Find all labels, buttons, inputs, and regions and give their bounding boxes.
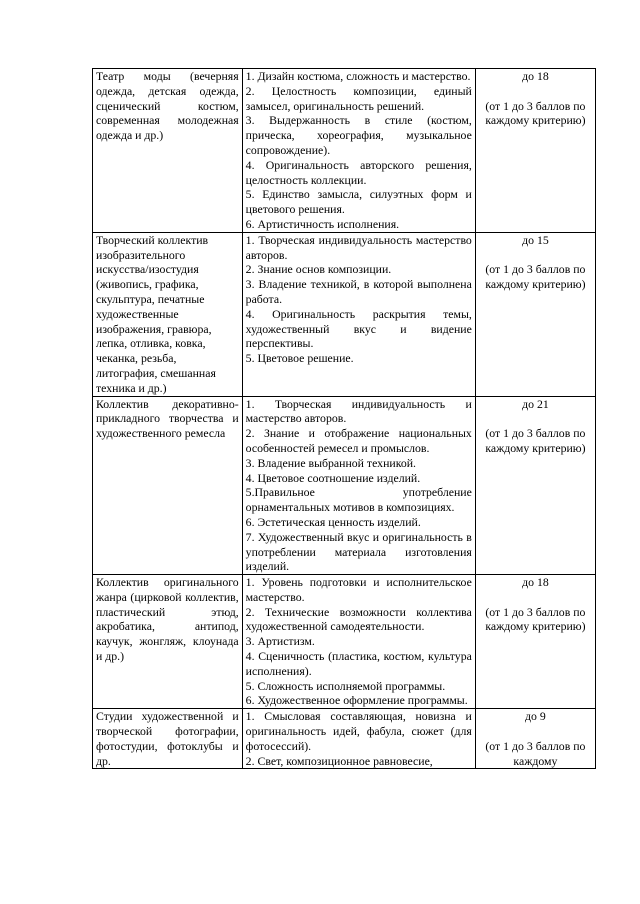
criteria-table-body [93,69,596,769]
criterion-item: 5. Единство замысла, силуэтных форм и цветового решения. [245,187,472,217]
criterion-item: 3. Владение техникой, в которой выполнена работа. [245,277,472,306]
criterion-item: 4. Оригинальность раскрытия темы, художественный вкус и видение перспективы. [245,306,472,351]
criterion-item: 5. Сложность исполняемой программы. [245,678,446,693]
criterion-item: 1. Творческая индивидуальность мастерство авторов. [245,232,472,262]
score-max: до 9 [525,709,546,724]
criterion-item: 5. Цветовое решение. [245,351,354,366]
criterion-item: 6. Артистичность исполнения. [245,216,400,231]
score-max: до 18 [522,69,549,83]
score-cell [475,396,595,575]
criterion-item: 4. Оригинальность авторского решения, целостность коллекции. [245,157,472,187]
criterion-item: 5.Правильное употребление орнаментальных мотивов в композициях. [245,485,472,515]
criteria-cell [242,575,475,709]
criterion-item: 3. Артистизм. [245,634,315,649]
criterion-item: 1. Смысловая составляющая, новизна и оригинальность идей, фабула, сюжет (для фотосессий). [245,709,472,753]
criterion-item: 2. Свет, композиционное равновесие, [245,753,433,768]
table-row [93,69,596,233]
criterion-item: 2. Целостность композиции, единый замысел, оригинальность решений. [245,83,472,113]
criteria-cell [242,69,475,233]
criteria-cell [242,232,475,396]
table-row [93,232,596,396]
score-note: (от 1 до 3 баллов по каждому критерию) [485,262,586,292]
criterion-item: 1. Творческая индивидуальность и мастерство авторов. [245,396,472,426]
score-max: до 18 [522,575,549,590]
criterion-item: 6. Эстетическая ценность изделий. [245,514,421,529]
score-cell [475,709,595,769]
score-max: до 15 [522,232,549,247]
criterion-item: 7. Художественный вкус и оригинальность в употреблении материала изготовления изделий. [245,529,472,574]
criterion-item: 1. Уровень подготовки и исполнительское мастерство. [245,575,472,604]
criterion-item: 2. Знание основ композиции. [245,262,392,277]
criteria-table [92,68,596,769]
criterion-item: 3. Владение выбранной техникой. [245,455,416,470]
nomination-cell: Творческий коллектив изобразительного искусства/изостудия (живопись, графика, скульптура, печатные художественные изображения, гравюра, лепка, отливка, ковка, чеканка, резьба, литография, смешанная техника и др.) [93,232,243,396]
criterion-item: 4. Цветовое соотношение изделий. [245,470,421,485]
nomination-cell: Студии художественной и творческой фотографии, фотостудии, фотоклубы и др. [93,709,243,769]
criterion-item: 2. Знание и отображение национальных особенностей ремесел и промыслов. [245,426,472,455]
criterion-item: 3. Выдержанность в стиле (костюм, прическа, хореография, музыкальное сопровождение). [245,113,472,157]
score-max: до 21 [522,396,549,411]
criterion-item: 1. Дизайн костюма, сложность и мастерство. [245,69,471,83]
score-note: (от 1 до 3 баллов по каждому критерию) [485,98,586,128]
score-cell [475,69,595,233]
criterion-item: 6. Художественное оформление программы. [245,693,468,708]
score-cell [475,575,595,709]
table-row [93,396,596,575]
score-note: (от 1 до 3 баллов по каждому критерию) [485,426,586,455]
nomination-cell: Театр моды (вечерняя одежда, детская одежда, сценический костюм, современная молодежная одежда и др.) [93,69,243,233]
criterion-item: 2. Технические возможности коллектива художественной самодеятельности. [245,604,472,634]
table-row [93,575,596,709]
score-note: (от 1 до 3 баллов по каждому критерию) [485,604,586,634]
table-row [93,709,596,769]
nomination-cell: Коллектив декоративно-прикладного творчества и художественного ремесла [93,396,243,575]
score-note: (от 1 до 3 баллов по каждому [485,738,586,768]
score-cell [475,232,595,396]
criterion-item: 4. Сценичность (пластика, костюм, культура исполнения). [245,649,472,678]
criteria-cell [242,396,475,575]
nomination-cell: Коллектив оригинального жанра (цирковой коллектив, пластический этюд, акробатика, антипод, каучук, жонгляж, клоунада и др.) [93,575,243,709]
criteria-cell [242,709,475,769]
